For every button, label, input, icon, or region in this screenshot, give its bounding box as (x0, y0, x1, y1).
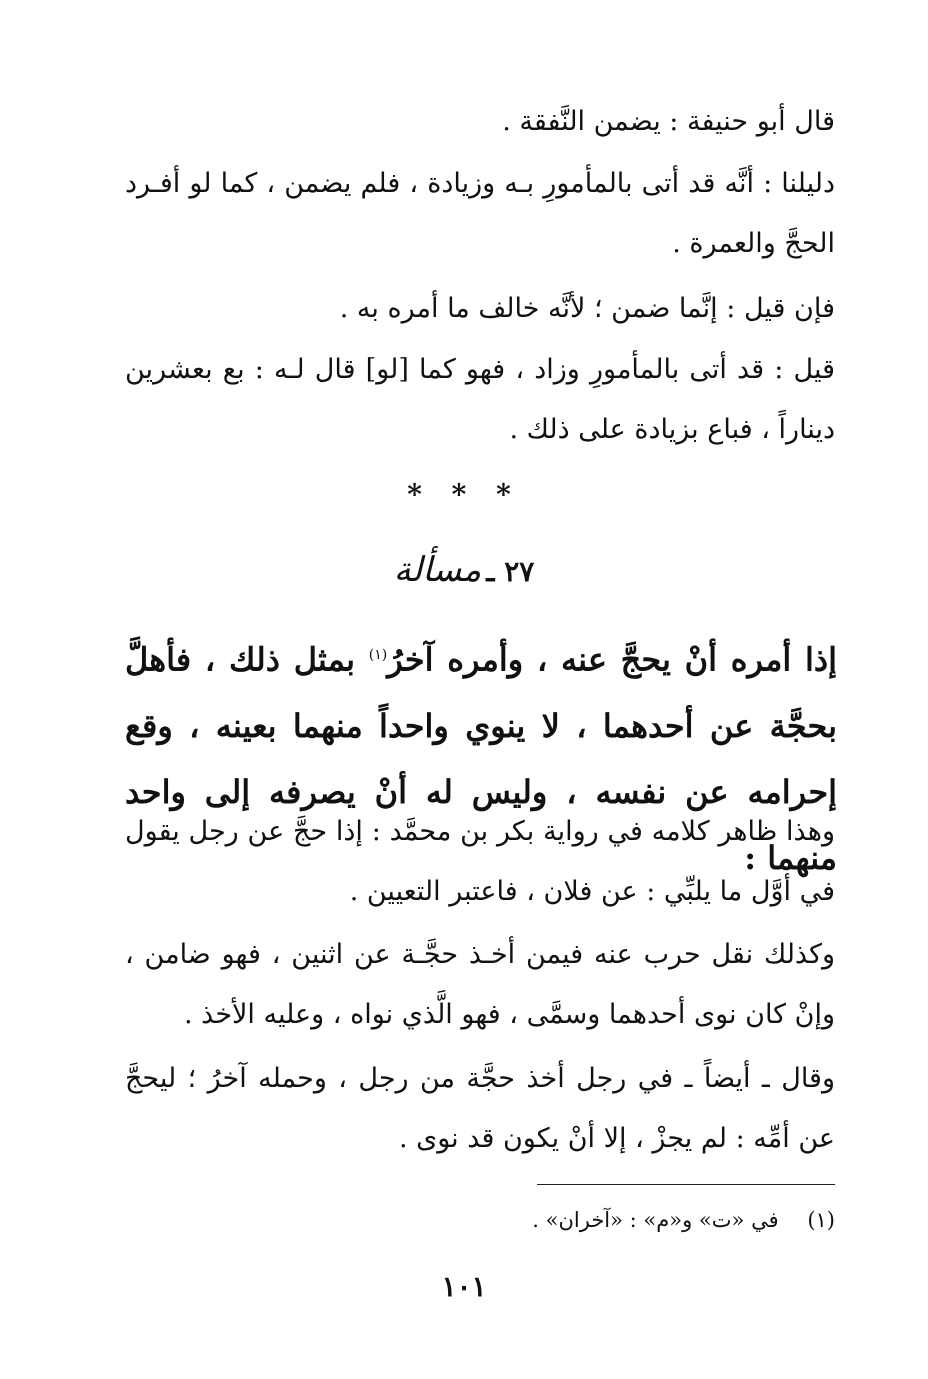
paragraph-narration-mother: وقال ـ أيضاً ـ في رجل أخذ حجَّة من رجل ، وحمله آخرُ ؛ ليحجَّ عن أمِّه : لم يجزْ ، إلا أنْ يكون قد نوى . (125, 1063, 835, 1154)
issue-statement-part2: بمثل ذلك ، فأهلَّ بحجَّة عن أحدهما ، لا ينوي واحداً منهما بعينه ، وقع إحرامه عن نفسه ، وليس له أنْ يصرفه إلى واحد منهما : (125, 640, 838, 877)
footnote-marker: (١) (368, 647, 388, 663)
paragraph-abu-hanifa: قال أبو حنيفة : يضمن النَّفقة . (502, 106, 835, 137)
paragraph-response: قيل : قد أتى بالمأمورِ وزاد ، فهو كما [لو] قال لـه : بع بعشرين ديناراً ، فباع بزيادة على ذلك . (125, 354, 835, 445)
footnote (300, 1200, 835, 1240)
footnote-number: (١) (807, 1208, 835, 1232)
footnote-divider (537, 1184, 835, 1185)
issue-statement-part1: إذا أمره أنْ يحجَّ عنه ، وأمره آخرُ (387, 640, 838, 679)
issue-heading-word: مسألة (393, 550, 482, 590)
issue-heading (0, 540, 928, 606)
issue-number: ٢٧ ـ (486, 555, 535, 588)
paragraph-narration-bakr: وهذا ظاهر كلامه في رواية بكر بن محمَّد : إذا حجَّ عن رجل يقول في أوَّل ما يلبِّي : عن فلان ، فاعتبر التعيين . (125, 816, 835, 907)
paragraph-narration-harb: وكذلك نقل حرب عنه فيمن أخـذ حجَّـة عن اثنين ، فهو ضامن ، وإنْ كان نوى أحدهما وسمَّى ، فهو الَّذي نواه ، وعليه الأخذ . (125, 939, 835, 1030)
page-number: ١٠١ (441, 1270, 487, 1303)
paragraph-objection: فإن قيل : إنَّما ضمن ؛ لأنَّه خالف ما أمره به . (339, 293, 835, 324)
footnote-text: في «ت» و«م» : «آخران» . (532, 1208, 779, 1232)
paragraph-evidence: دليلنا : أنَّه قد أتى بالمأمورِ بـه وزيادة ، فلم يضمن ، كما لو أفـرد الحجَّ والعمرة . (125, 168, 835, 259)
section-separator: * * * (407, 478, 521, 511)
